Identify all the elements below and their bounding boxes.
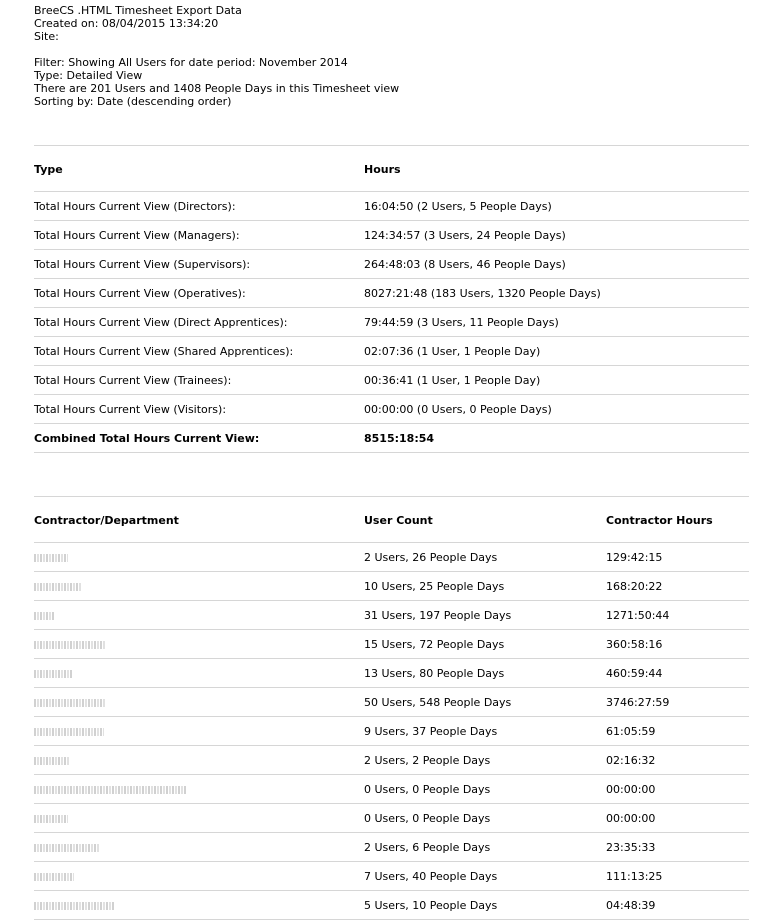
contractor-hours: 61:05:59: [606, 717, 749, 746]
contractor-row: [34, 659, 749, 688]
summary-type: Total Hours Current View (Managers):: [34, 221, 364, 250]
export-header: [34, 4, 399, 108]
contractor-row: [34, 717, 749, 746]
contractor-hours: 00:00:00: [606, 775, 749, 804]
contractor-hours: 02:16:32: [606, 746, 749, 775]
contractor-user-count: 9 Users, 37 People Days: [364, 717, 606, 746]
contractor-row: [34, 862, 749, 891]
contractor-user-count: 7 Users, 40 People Days: [364, 862, 606, 891]
summary-row: [34, 250, 749, 279]
export-title: BreeCS .HTML Timesheet Export Data: [34, 4, 242, 17]
contractor-name-redacted: [34, 659, 364, 688]
summary-header-row: [34, 146, 749, 192]
contractor-column-header: Contractor/Department: [34, 497, 364, 543]
summary-type: Total Hours Current View (Supervisors):: [34, 250, 364, 279]
combined-total-hours: 8515:18:54: [364, 424, 749, 453]
contractor-hours: 168:20:22: [606, 572, 749, 601]
summary-type: Total Hours Current View (Directors):: [34, 192, 364, 221]
summary-hours: 00:00:00 (0 Users, 0 People Days): [364, 395, 749, 424]
contractor-hours: 3746:27:59: [606, 688, 749, 717]
summary-row: [34, 279, 749, 308]
created-date: Created on: 08/04/2015 13:34:20: [34, 17, 219, 30]
contractor-row: [34, 804, 749, 833]
contractor-name-redacted: [34, 804, 364, 833]
contractor-name-redacted: [34, 717, 364, 746]
contractor-row: [34, 775, 749, 804]
view-type-text: Type: Detailed View: [34, 69, 143, 82]
summary-type: Total Hours Current View (Shared Apprentices):: [34, 337, 364, 366]
contractor-row: [34, 833, 749, 862]
contractor-table: [34, 496, 749, 920]
contractor-row: [34, 630, 749, 659]
contractor-user-count: 0 Users, 0 People Days: [364, 804, 606, 833]
sorting-text: Sorting by: Date (descending order): [34, 95, 232, 108]
contractor-user-count: 13 Users, 80 People Days: [364, 659, 606, 688]
hours-summary-table: [34, 145, 749, 453]
contractor-user-count: 0 Users, 0 People Days: [364, 775, 606, 804]
type-column-header: Type: [34, 146, 364, 192]
contractor-hours: 1271:50:44: [606, 601, 749, 630]
summary-hours: 16:04:50 (2 Users, 5 People Days): [364, 192, 749, 221]
summary-hours: 264:48:03 (8 Users, 46 People Days): [364, 250, 749, 279]
filter-text: Filter: Showing All Users for date period: November 2014: [34, 56, 348, 69]
summary-type: Total Hours Current View (Operatives):: [34, 279, 364, 308]
summary-hours: 02:07:36 (1 User, 1 People Day): [364, 337, 749, 366]
site-label: Site:: [34, 30, 59, 43]
summary-hours: 79:44:59 (3 Users, 11 People Days): [364, 308, 749, 337]
contractor-name-redacted: [34, 746, 364, 775]
contractor-user-count: 2 Users, 2 People Days: [364, 746, 606, 775]
contractor-name-redacted: [34, 688, 364, 717]
summary-hours: 124:34:57 (3 Users, 24 People Days): [364, 221, 749, 250]
summary-type: Total Hours Current View (Trainees):: [34, 366, 364, 395]
contractor-hours: 23:35:33: [606, 833, 749, 862]
contractor-user-count: 15 Users, 72 People Days: [364, 630, 606, 659]
contractor-header-row: [34, 497, 749, 543]
contractor-user-count: 5 Users, 10 People Days: [364, 891, 606, 920]
contractor-name-redacted: [34, 862, 364, 891]
summary-row: [34, 337, 749, 366]
user-count-column-header: User Count: [364, 497, 606, 543]
combined-total-label: Combined Total Hours Current View:: [34, 424, 364, 453]
summary-row: [34, 308, 749, 337]
contractor-hours: 460:59:44: [606, 659, 749, 688]
contractor-user-count: 50 Users, 548 People Days: [364, 688, 606, 717]
contractor-row: [34, 891, 749, 920]
hours-column-header: Hours: [364, 146, 749, 192]
contractor-row: [34, 688, 749, 717]
summary-hours: 8027:21:48 (183 Users, 1320 People Days): [364, 279, 749, 308]
summary-row: [34, 192, 749, 221]
contractor-hours: 111:13:25: [606, 862, 749, 891]
header-spacer: [34, 43, 399, 56]
summary-hours: 00:36:41 (1 User, 1 People Day): [364, 366, 749, 395]
contractor-name-redacted: [34, 775, 364, 804]
contractor-hours-column-header: Contractor Hours: [606, 497, 749, 543]
summary-type: Total Hours Current View (Direct Apprentices):: [34, 308, 364, 337]
contractor-name-redacted: [34, 572, 364, 601]
contractor-name-redacted: [34, 833, 364, 862]
contractor-hours: 129:42:15: [606, 543, 749, 572]
contractor-name-redacted: [34, 601, 364, 630]
contractor-user-count: 31 Users, 197 People Days: [364, 601, 606, 630]
summary-row: [34, 221, 749, 250]
user-count-text: There are 201 Users and 1408 People Days in this Timesheet view: [34, 82, 400, 95]
contractor-user-count: 10 Users, 25 People Days: [364, 572, 606, 601]
contractor-hours: 00:00:00: [606, 804, 749, 833]
contractor-name-redacted: [34, 543, 364, 572]
contractor-row: [34, 543, 749, 572]
contractor-name-redacted: [34, 891, 364, 920]
summary-row: [34, 366, 749, 395]
contractor-row: [34, 572, 749, 601]
contractor-row: [34, 601, 749, 630]
contractor-name-redacted: [34, 630, 364, 659]
contractor-hours: 360:58:16: [606, 630, 749, 659]
contractor-user-count: 2 Users, 6 People Days: [364, 833, 606, 862]
summary-row: [34, 395, 749, 424]
summary-total-row: [34, 424, 749, 453]
contractor-hours: 04:48:39: [606, 891, 749, 920]
contractor-row: [34, 746, 749, 775]
contractor-user-count: 2 Users, 26 People Days: [364, 543, 606, 572]
summary-type: Total Hours Current View (Visitors):: [34, 395, 364, 424]
